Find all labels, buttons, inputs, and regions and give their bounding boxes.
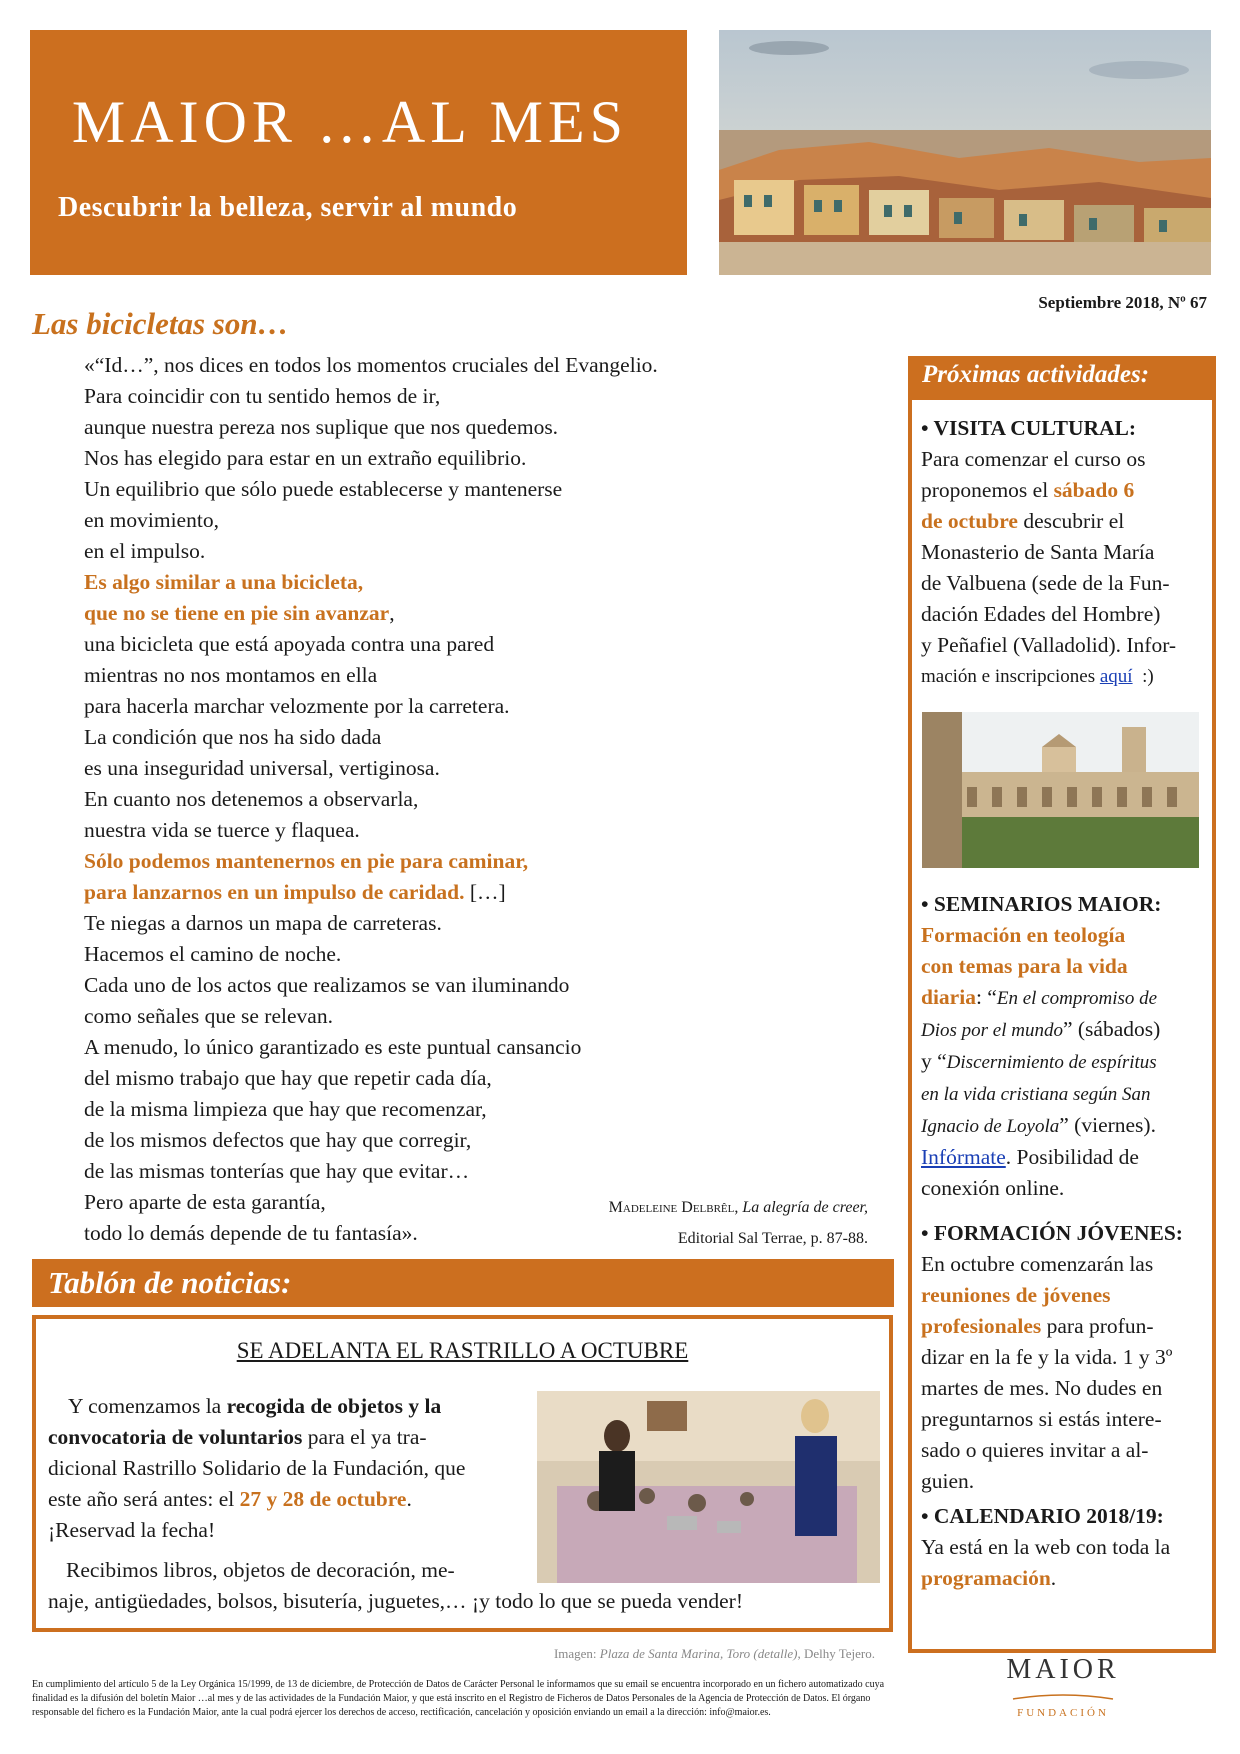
jovenes-text: preguntarnos si estás intere- — [921, 1407, 1162, 1431]
jovenes-text: En octubre comenzarán las — [921, 1252, 1154, 1276]
news-p2-line2: naje, antigüedades, bolsos, bisutería, juguetes,… ¡y todo lo que se pueda vender! — [48, 1589, 743, 1613]
poem-line: de las mismas tonterías que hay que evitar… — [84, 1159, 470, 1183]
monastery-photo — [922, 712, 1199, 868]
activity-seminarios — [921, 889, 1203, 1204]
seminarios-highlight: diaria — [921, 985, 976, 1009]
visita-span: descubrir el — [1023, 509, 1125, 533]
jovenes-text: sado o quieres invitar a al- — [921, 1438, 1149, 1462]
poem-line: de la misma limpieza que hay que recomenzar, — [84, 1097, 487, 1121]
poem-line-highlight: Es algo similar a una bicicleta, — [84, 570, 364, 594]
jovenes-highlight: reuniones de jóvenes — [921, 1283, 1111, 1307]
poem-line: de los mismos defectos que hay que corregir, — [84, 1128, 472, 1152]
seminarios-italic: Discernimiento de espíritus — [946, 1052, 1157, 1073]
poem-line: Nos has elegido para estar en un extraño equilibrio. — [84, 446, 527, 470]
news-text: este año será antes: el — [48, 1487, 235, 1511]
sidebar-title: Próximas actividades: — [922, 361, 1150, 388]
poem-line: mientras no nos montamos en ella — [84, 663, 378, 687]
seminarios-highlight: Formación en teología — [921, 923, 1126, 947]
visita-date: de octubre — [921, 509, 1018, 533]
credit-title: Plaza de Santa Marina, Toro (detalle) — [599, 1646, 798, 1661]
calendario-text — [921, 1563, 1203, 1594]
newsletter-title: MAIOR …AL MES — [71, 89, 629, 155]
news-p2-line1: Recibimos libros, objetos de decoración, me- — [66, 1558, 455, 1582]
poem-line: todo lo demás depende de tu fantasía». — [84, 1221, 418, 1245]
image-credit — [554, 1646, 875, 1662]
poem-line: para hacerla marchar velozmente por la carretera. — [84, 694, 510, 718]
maior-logo — [1003, 1654, 1123, 1719]
poem-line: Para coincidir con tu sentido hemos de ir, — [84, 384, 441, 408]
news-p1-line2 — [48, 1422, 427, 1453]
jovenes-span: para profun- — [1046, 1314, 1154, 1338]
news-headline: SE ADELANTA EL RASTRILLO A OCTUBRE — [236, 1338, 689, 1363]
seminarios-highlight: con temas para la vida — [921, 954, 1128, 978]
seminarios-info-link[interactable]: Infórmate — [921, 1145, 1006, 1169]
poem-line: una bicicleta que está apoyada contra una pared — [84, 632, 495, 656]
seminarios-span: y “ — [921, 1049, 947, 1073]
poem-line — [84, 877, 884, 908]
calendario-text: Ya está en la web con toda la — [921, 1535, 1171, 1559]
news-text: Y comenzamos la — [68, 1394, 222, 1418]
poem-line: en el impulso. — [84, 539, 206, 563]
news-p1-line4 — [48, 1484, 412, 1515]
poem-highlight: para lanzarnos en un impulso de caridad. — [84, 880, 465, 904]
citation-author-line — [609, 1192, 868, 1223]
activity-calendario — [921, 1501, 1203, 1594]
visita-text: Monasterio de Santa María — [921, 540, 1155, 564]
visita-date: sábado 6 — [1053, 478, 1135, 502]
newsletter-subtitle: Descubrir la belleza, servir al mundo — [58, 192, 518, 223]
seminarios-span: ” (viernes). — [1059, 1113, 1156, 1137]
calendario-link-highlight[interactable]: programación — [921, 1566, 1051, 1590]
rastrillo-photo — [537, 1391, 880, 1583]
poem-section-title: Las bicicletas son… — [32, 306, 289, 341]
poem-line: Te niegas a darnos un mapa de carreteras. — [84, 911, 442, 935]
seminarios-text — [921, 1078, 1203, 1110]
news-bold: convocatoria de voluntarios — [48, 1425, 303, 1449]
visita-span: proponemos el — [921, 478, 1049, 502]
seminarios-italic: Ignacio de Loyola — [921, 1116, 1060, 1137]
poem-line: aunque nuestra pereza nos suplique que nos quedemos. — [84, 415, 559, 439]
news-date-highlight: 27 y 28 de octubre — [239, 1487, 407, 1511]
jovenes-highlight: profesionales — [921, 1314, 1042, 1338]
logo-subtitle: FUNDACIÓN — [1017, 1707, 1109, 1719]
credit-prefix: Imagen: — [553, 1646, 597, 1661]
news-p1-line5: ¡Reservad la fecha! — [48, 1518, 216, 1542]
activity-visita — [921, 413, 1203, 692]
poem-line: Pero aparte de esta garantía, — [84, 1190, 326, 1214]
visita-text — [921, 506, 1203, 537]
visita-text: y Peñafiel (Valladolid). Infor- — [921, 633, 1177, 657]
poem-line: como señales que se relevan. — [84, 1004, 333, 1028]
visita-text — [921, 475, 1203, 506]
calendario-heading: • CALENDARIO 2018/19: — [921, 1504, 1164, 1528]
seminarios-italic: en la vida cristiana según San — [921, 1084, 1151, 1105]
jovenes-text — [921, 1311, 1203, 1342]
poem-line: «“Id…”, nos dices en todos los momentos cruciales del Evangelio. — [84, 353, 658, 377]
seminarios-text — [921, 1142, 1203, 1173]
news-bold: recogida de objetos y la — [226, 1394, 442, 1418]
poem-line: es una inseguridad universal, vertiginosa. — [84, 756, 440, 780]
activity-jovenes — [921, 1218, 1203, 1497]
header-painting-image — [719, 30, 1211, 275]
jovenes-text: dizar en la fe y la vida. 1 y 3º — [921, 1345, 1173, 1369]
visita-info-link[interactable]: aquí — [1099, 666, 1133, 687]
visita-span: mación e inscripciones — [921, 666, 1096, 687]
poem-text — [84, 350, 884, 1249]
seminarios-text — [921, 1046, 1203, 1078]
visita-heading: • VISITA CULTURAL: — [921, 416, 1137, 440]
calendario-span: . — [1050, 1566, 1057, 1590]
poem-line: Un equilibrio que sólo puede establecerse y mantenerse — [84, 477, 563, 501]
visita-text: de Valbuena (sede de la Fun- — [921, 571, 1170, 595]
news-p1-line3: dicional Rastrillo Solidario de la Fundación, que — [48, 1456, 466, 1480]
seminarios-text — [921, 1110, 1203, 1142]
legal-notice: En cumplimiento del artículo 5 de la Ley Orgánica 15/1999, de 13 de diciembre, de Protección de Datos de Carácter Personal le informamos que su email se encuentra incorporado en un fichero automatizado cuya finalidad es la difusión del boletín Maior …al mes y de las actividades de la Fundación Maior, y que está inscrito en el Registro de Ficheros de Datos Personales de la Agencia de Protección de Datos. El órgano responsable del fichero es la Fundación Maior, ante la cual podrá ejercer los derechos de acceso, rectificación, cancelación y oposición enviando un email a la dirección: info@maior.es. — [32, 1679, 885, 1718]
seminarios-span: ” (sábados) — [1062, 1017, 1161, 1041]
seminarios-span: : “ — [975, 985, 997, 1009]
jovenes-text: martes de mes. No dudes en — [921, 1376, 1163, 1400]
seminarios-text: conexión online. — [921, 1176, 1065, 1200]
citation-book: La alegría de creer, — [742, 1199, 868, 1216]
visita-span: :) — [1142, 666, 1154, 687]
seminarios-text — [921, 982, 1203, 1014]
poem-ellipsis: […] — [464, 880, 506, 904]
visita-text — [921, 661, 1203, 692]
news-text: . — [406, 1487, 412, 1511]
news-section-title: Tablón de noticias: — [48, 1265, 292, 1300]
seminarios-italic: Dios por el mundo — [921, 1020, 1063, 1041]
poem-line: La condición que nos ha sido dada — [84, 725, 382, 749]
poem-line: Cada uno de los actos que realizamos se van iluminando — [84, 973, 570, 997]
seminarios-text — [921, 1014, 1203, 1046]
news-text: para el ya tra- — [307, 1425, 427, 1449]
credit-author: , Delhy Tejero. — [797, 1646, 875, 1661]
citation-publisher: Editorial Sal Terrae, p. 87-88. — [677, 1230, 868, 1247]
poem-line: en movimiento, — [84, 508, 219, 532]
news-p1-line1 — [68, 1391, 441, 1422]
visita-text: dación Edades del Hombre) — [921, 602, 1161, 626]
jovenes-text: guien. — [921, 1469, 975, 1493]
issue-date: Septiembre 2018, Nº 67 — [1038, 293, 1207, 312]
visita-text: Para comenzar el curso os — [921, 447, 1146, 471]
poem-line: A menudo, lo único garantizado es este puntual cansancio — [84, 1035, 582, 1059]
logo-wordmark: MAIOR — [1006, 1654, 1120, 1685]
poem-line: Hacemos el camino de noche. — [84, 942, 342, 966]
poem-line-highlight: Sólo podemos mantenernos en pie para caminar, — [84, 849, 529, 873]
seminarios-heading: • SEMINARIOS MAIOR: — [921, 892, 1162, 916]
seminarios-span: . Posibilidad de — [1005, 1145, 1139, 1169]
poem-punct: , — [389, 601, 395, 625]
seminarios-italic: En el compromiso de — [996, 988, 1158, 1009]
citation-author: Madeleine Delbrêl, — [608, 1199, 739, 1216]
poem-highlight: que no se tiene en pie sin avanzar — [84, 601, 390, 625]
poem-line: del mismo trabajo que hay que repetir cada día, — [84, 1066, 492, 1090]
jovenes-heading: • FORMACIÓN JÓVENES: — [921, 1221, 1183, 1245]
logo-swoosh-icon — [1003, 1693, 1123, 1701]
poem-line: nuestra vida se tuerce y flaquea. — [84, 818, 360, 842]
poem-line: En cuanto nos detenemos a observarla, — [84, 787, 419, 811]
poem-line — [84, 598, 884, 629]
